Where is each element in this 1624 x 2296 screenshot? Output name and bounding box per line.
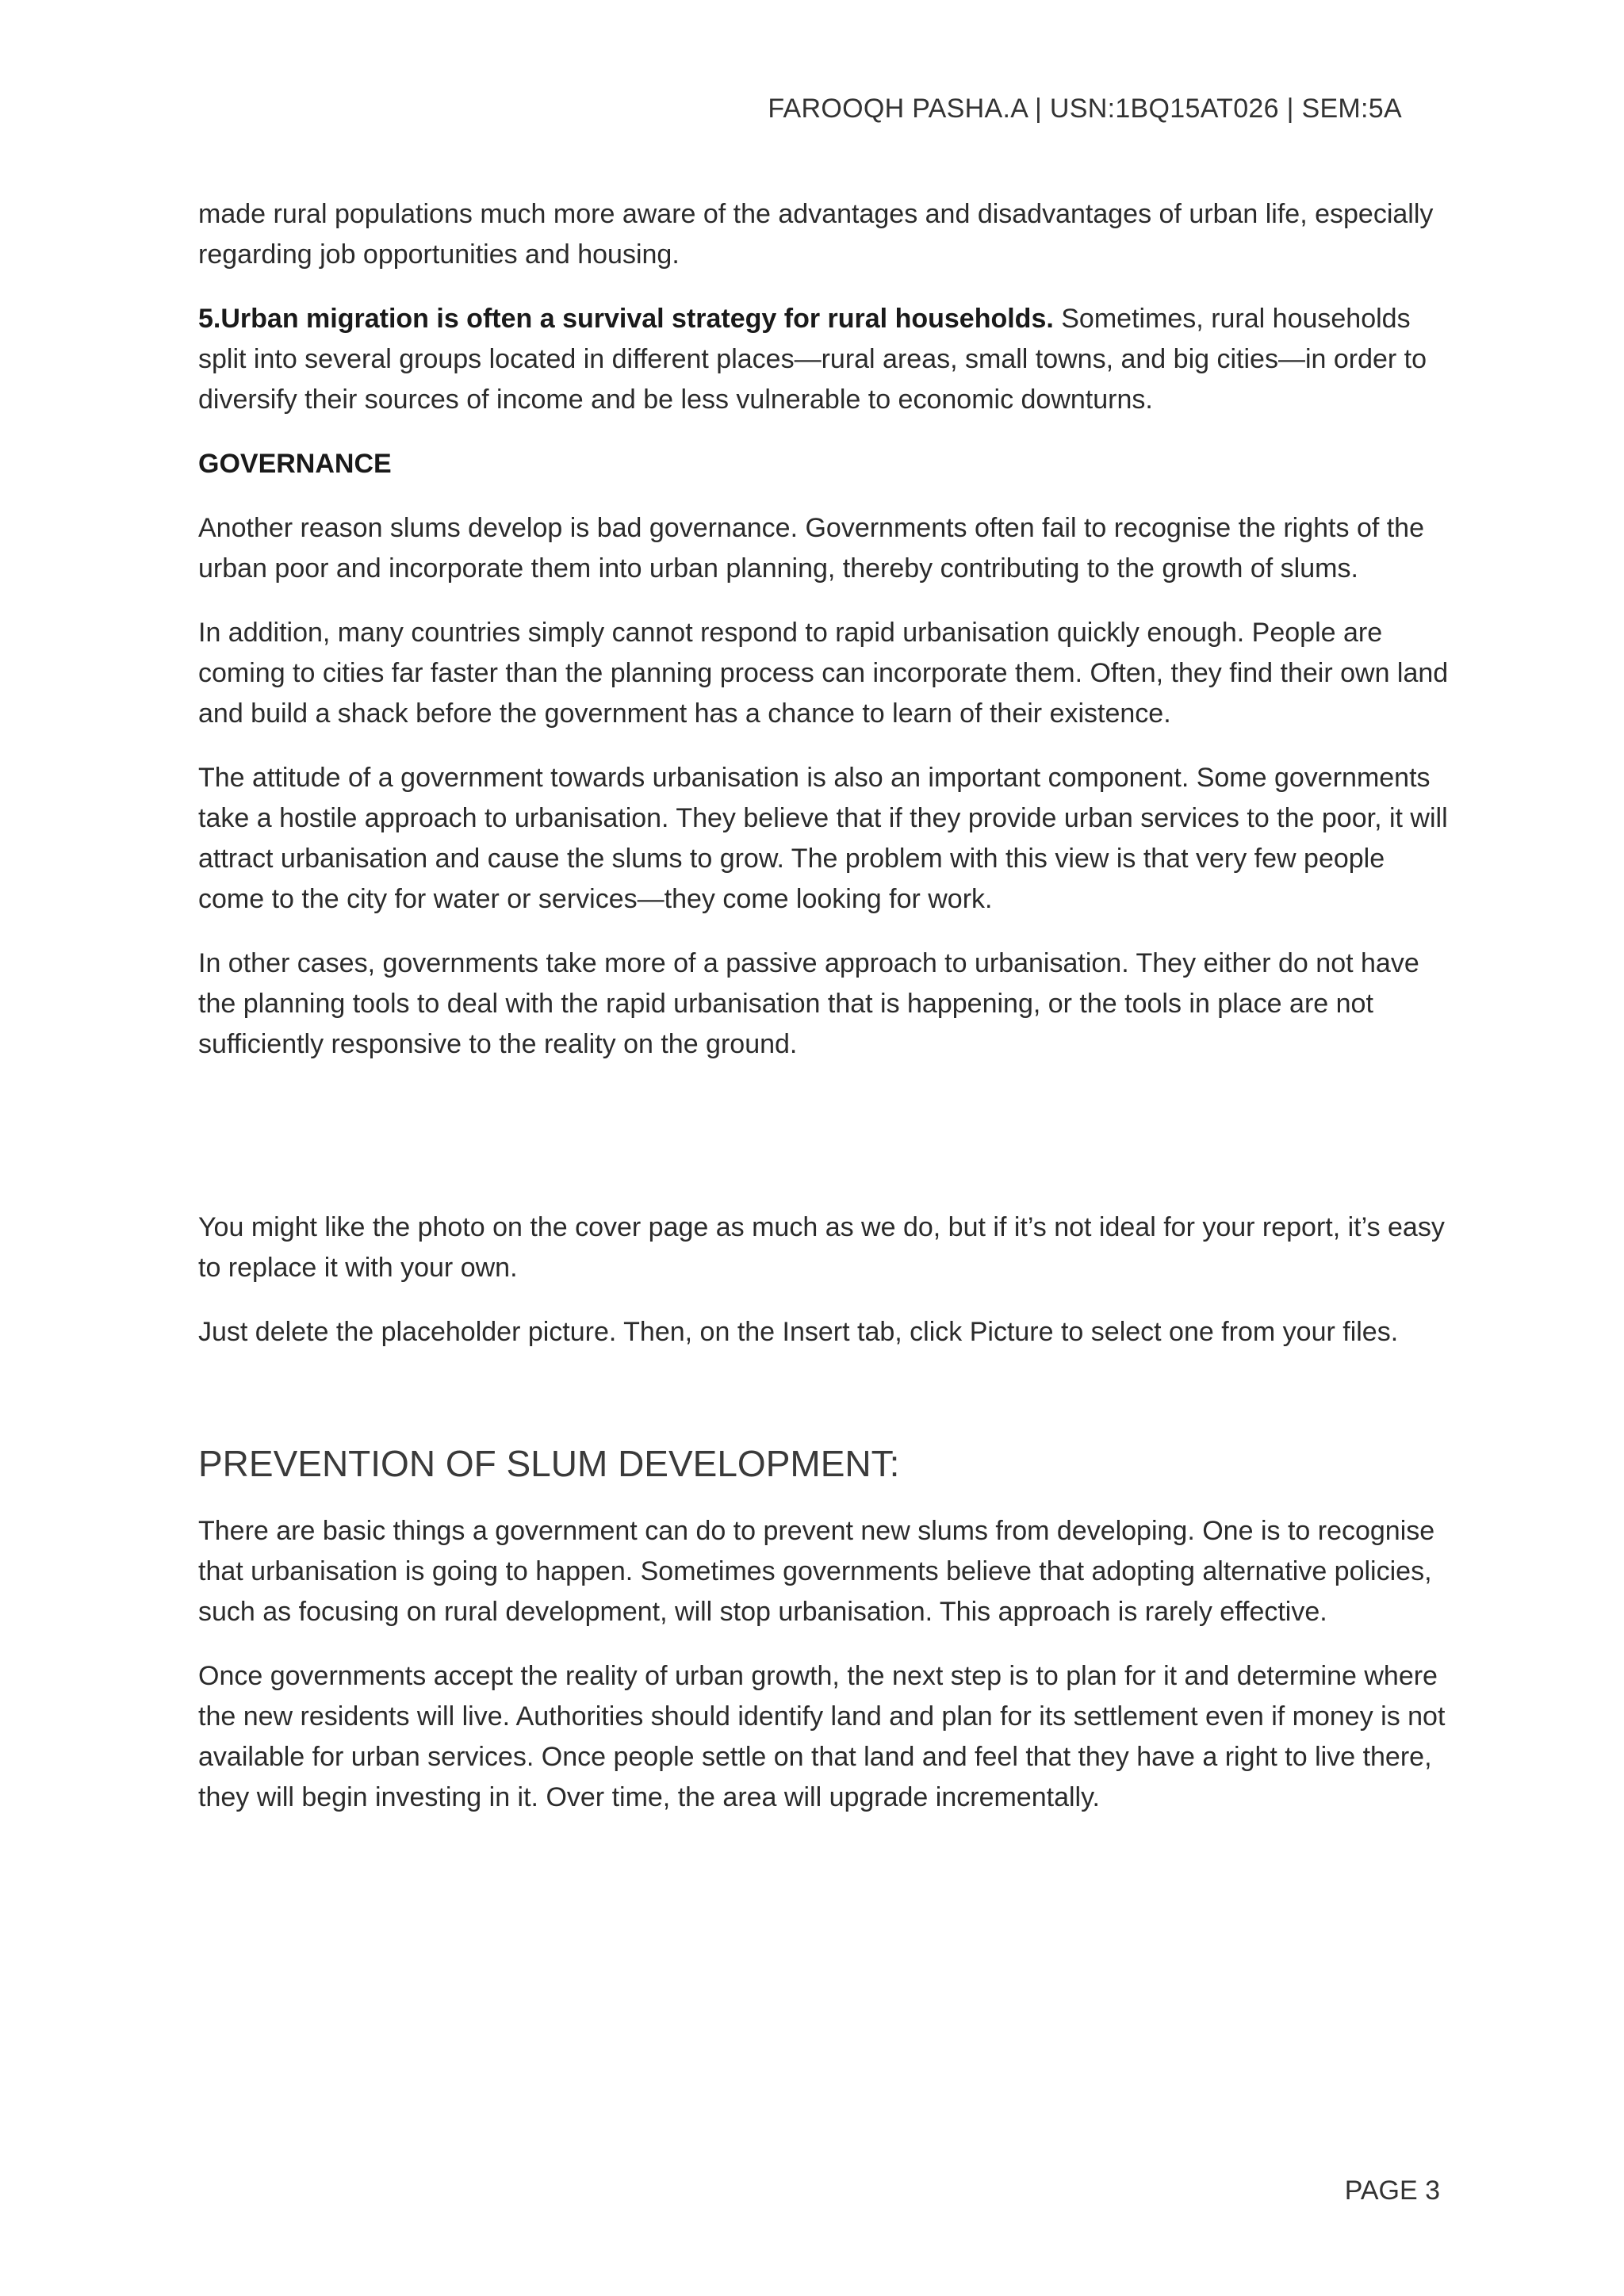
governance-paragraph-1: Another reason slums develop is bad governance. Governments often fail to recognise the rights of the urban poor and incorporate them into urban planning, thereby contributing to the growth of slums. [198, 513, 1425, 584]
continued-paragraph: made rural populations much more aware of the advantages and disadvantages of urban life, especially regarding job opportunities and housing. [198, 199, 1434, 270]
photo-tip-paragraph-2: Just delete the placeholder picture. Then, on the Insert tab, click Picture to select one from your files. [198, 1317, 1399, 1347]
migration-point-5-text: Sometimes, rural households split into several groups located in different places—rural areas, small towns, and big cities—in order to diversify their sources of income and be less vulnerable to economic downturns. [198, 304, 1427, 415]
page-number: PAGE 3 [1344, 2175, 1440, 2206]
governance-paragraph-2: In addition, many countries simply cannot respond to rapid urbanisation quickly enough. People are coming to cities far faster than the planning process can incorporate them. Often, they find their own land and build a shack before the government has a chance to learn of their existence. [198, 618, 1449, 729]
governance-paragraph-3: The attitude of a government towards urbanisation is also an important component. Some governments take a hostile approach to urbanisation. They believe that if they provide urban services to the poor, it will attract urbanisation and cause the slums to grow. The problem with this view is that very few people come to the city for water or services—they come looking for work. [198, 763, 1448, 914]
governance-paragraph-4: In other cases, governments take more of a passive approach to urbanisation. They either do not have the planning tools to deal with the rapid urbanisation that is happening, or the tools in place are not sufficiently responsive to the reality on the ground. [198, 948, 1419, 1059]
governance-label: GOVERNANCE [198, 449, 392, 479]
blank-space [198, 1089, 1451, 1207]
page-header: FAROOQH PASHA.A | USN:1BQ15AT026 | SEM:5A [768, 94, 1402, 124]
document-body [198, 194, 1451, 1842]
prevention-paragraph-2: Once governments accept the reality of urban growth, the next step is to plan for it and determine where the new residents will live. Authorities should identify land and plan for its settlement even if money is not available for urban services. Once people settle on that land and feel that they have a right to live there, they will begin investing in it. Over time, the area will upgrade incrementally. [198, 1661, 1446, 1812]
photo-tip-paragraph-1: You might like the photo on the cover page as much as we do, but if it’s not ideal for your report, it’s easy to replace it with your own. [198, 1212, 1445, 1283]
prevention-paragraph-1: There are basic things a government can do to prevent new slums from developing. One is to recognise that urbanisation is going to happen. Sometimes governments believe that adopting alternative policies, such as focusing on rural development, will stop urbanisation. This approach is rarely effective. [198, 1516, 1435, 1627]
migration-point-5-title: 5.Urban migration is often a survival strategy for rural households. [198, 304, 1054, 334]
prevention-heading: PREVENTION OF SLUM DEVELOPMENT: [198, 1443, 900, 1484]
blank-space [198, 1376, 1451, 1440]
migration-point-5 [198, 299, 1451, 420]
